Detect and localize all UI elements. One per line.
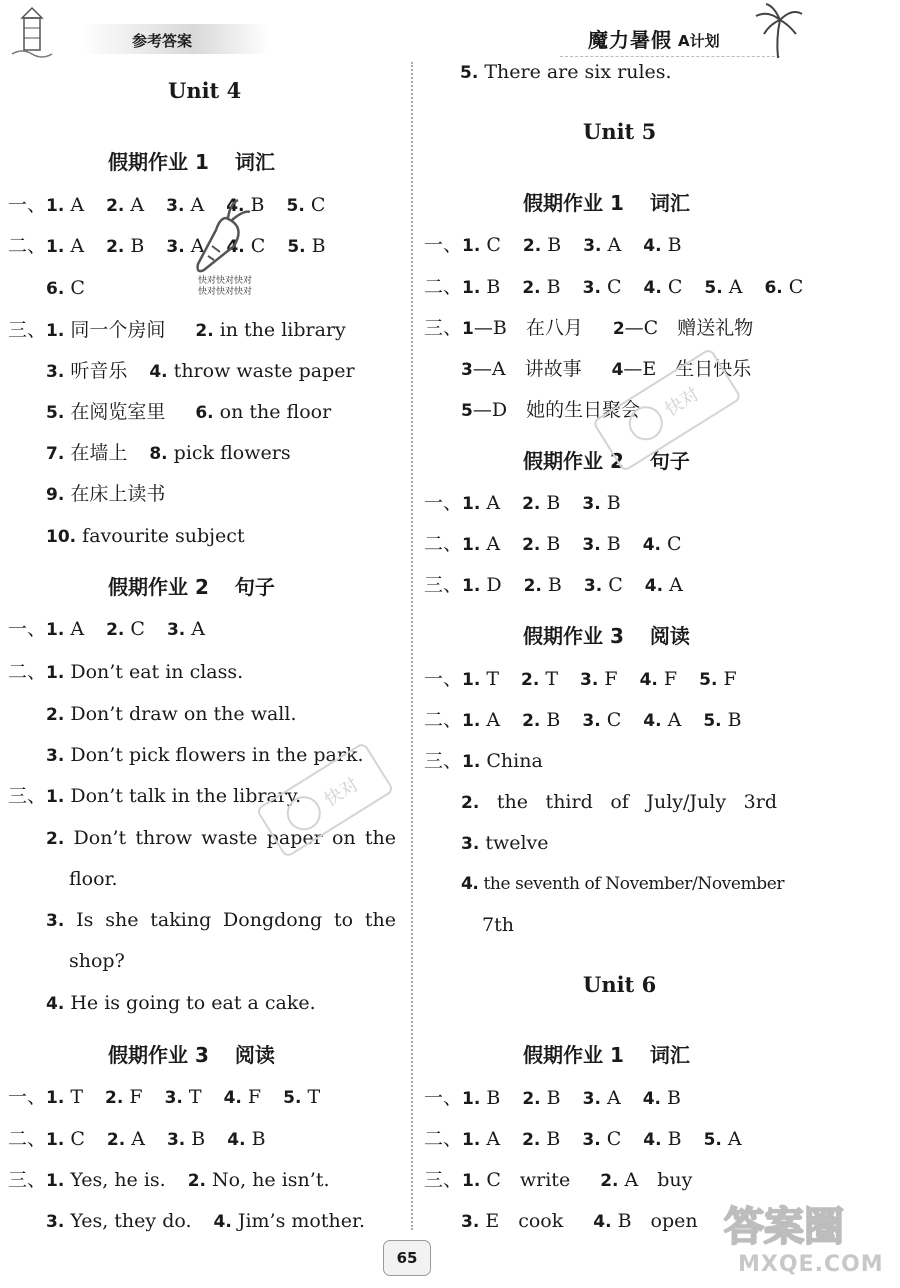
answer-line: 3. E cook 4. B open — [461, 1210, 698, 1232]
svg-text:快对: 快对 — [320, 774, 363, 812]
site-logo-watermark — [718, 1196, 888, 1256]
section-title: 假期作业 3 — [523, 624, 624, 648]
column-divider — [411, 62, 413, 1230]
answer-line: 一、1. A 2. C 3. A — [8, 618, 206, 640]
unit-5-heading: Unit 5 — [583, 119, 657, 144]
answer-line: 三、1. Don’t talk in the library. — [8, 785, 302, 807]
answer-line: 一、1. B 2. B 3. A 4. B — [424, 1087, 682, 1109]
answer-line: 二、1. B 2. B 3. C 4. C 5. A 6. C — [424, 276, 804, 298]
answer-line: 4. He is going to eat a cake. — [46, 992, 316, 1014]
answer-line: 3. 听音乐 4. throw waste paper — [46, 360, 355, 382]
answer-line: 5—D 她的生日聚会 — [461, 399, 641, 421]
answer-line: 三、1—B 在八月 2—C 赠送礼物 — [424, 317, 754, 339]
section-topic: 阅读 — [649, 624, 690, 648]
answer-line: 一、1. A 2. A 3. A 4. B 5. C — [8, 194, 326, 216]
sticker-caption: 快对快对快对 快对快对快对 — [198, 276, 253, 297]
answer-line: shop? — [69, 950, 125, 972]
answer-line: 二、1. Don’t eat in class. — [8, 661, 244, 683]
section-title: 假期作业 2 — [523, 449, 624, 473]
answer-line: 5. There are six rules. — [460, 61, 672, 83]
palm-tree-icon — [752, 2, 804, 64]
site-url-watermark: MXQE.COM — [738, 1252, 884, 1277]
answer-line: 一、1. C 2. B 3. A 4. B — [424, 234, 682, 256]
page-header — [0, 0, 900, 62]
section-topic: 词汇 — [649, 1043, 690, 1067]
answer-line: 2. Don’t throw waste paper on the — [46, 827, 396, 849]
section-title: 假期作业 1 — [523, 191, 624, 215]
answer-line: 3. Yes, they do. 4. Jim’s mother. — [46, 1210, 365, 1232]
answer-line: 7. 在墙上 8. pick flowers — [46, 442, 291, 464]
section-title: 假期作业 3 — [108, 1043, 209, 1067]
section-topic: 词汇 — [649, 191, 690, 215]
answer-line: 二、1. C 2. A 3. B 4. B — [8, 1128, 266, 1150]
section-title: 假期作业 1 — [523, 1043, 624, 1067]
carrot-sticker-icon — [188, 196, 258, 280]
watermark-stamp — [582, 345, 752, 479]
section-title: 假期作业 2 — [108, 575, 209, 599]
answer-line: 9. 在床上读书 — [46, 483, 166, 505]
answer-line: 二、1. A 2. B 3. B 4. C — [424, 533, 682, 555]
answer-line: 3—A 讲故事 4—E 生日快乐 — [461, 358, 752, 380]
answer-line: 三、1. D 2. B 3. C 4. A — [424, 574, 683, 596]
answer-line: 3. Don’t pick flowers in the park. — [46, 744, 364, 766]
answer-line: 二、1. A 2. B 3. C 4. B 5. A — [424, 1128, 742, 1150]
section-title: 假期作业 1 — [108, 150, 209, 174]
answer-line: 一、1. T 2. T 3. F 4. F 5. F — [424, 668, 737, 690]
answer-line: 一、1. T 2. F 3. T 4. F 5. T — [8, 1086, 321, 1108]
page-number: 65 — [383, 1240, 431, 1276]
answer-line: 3. Is she taking Dongdong to the — [46, 909, 396, 931]
answer-line: 2. Don’t draw on the wall. — [46, 703, 297, 725]
section-heading — [108, 1039, 275, 1068]
brand-name: 魔力暑假 — [588, 28, 672, 52]
answer-line: 三、1. Yes, he is. 2. No, he isn’t. — [8, 1169, 330, 1191]
section-heading — [523, 1039, 690, 1068]
unit-4-heading: Unit 4 — [168, 78, 242, 103]
header-title: 参考答案 — [132, 32, 193, 50]
section-topic: 句子 — [234, 575, 275, 599]
answer-line: 2. the third of July/July 3rd — [461, 791, 777, 813]
answer-line: 3. twelve — [461, 832, 549, 854]
answer-line: 6. C — [46, 277, 85, 299]
answer-line: 一、1. A 2. B 3. B — [424, 492, 621, 514]
answer-line: 4. the seventh of November/November — [461, 874, 785, 894]
answer-line: 5. 在阅览室里 6. on the floor — [46, 401, 332, 423]
section-heading — [108, 571, 275, 600]
section-heading — [523, 620, 690, 649]
answer-line: 10. favourite subject — [46, 525, 245, 547]
svg-text:答案圈: 答案圈 — [724, 1204, 844, 1250]
answer-line: 7th — [482, 914, 514, 936]
section-topic: 句子 — [649, 449, 690, 473]
unit-6-heading: Unit 6 — [583, 972, 657, 997]
lighthouse-icon — [10, 4, 54, 64]
answer-line: floor. — [69, 868, 118, 890]
watermark-stamp — [250, 730, 400, 874]
section-heading — [108, 146, 275, 175]
answer-line: 三、1. C write 2. A buy — [424, 1169, 693, 1191]
answer-line: 三、1. 同一个房间 2. in the library — [8, 319, 346, 341]
answer-line: 三、1. China — [424, 750, 543, 772]
header-rule — [560, 56, 780, 57]
section-topic: 阅读 — [234, 1043, 275, 1067]
brand-suffix: A计划 — [678, 32, 720, 50]
section-topic: 词汇 — [234, 150, 275, 174]
answer-line: 二、1. A 2. B 3. A 4. C 5. B — [8, 235, 326, 257]
section-heading — [523, 187, 690, 216]
svg-text:快对: 快对 — [661, 383, 704, 421]
answer-line: 二、1. A 2. B 3. C 4. A 5. B — [424, 709, 742, 731]
